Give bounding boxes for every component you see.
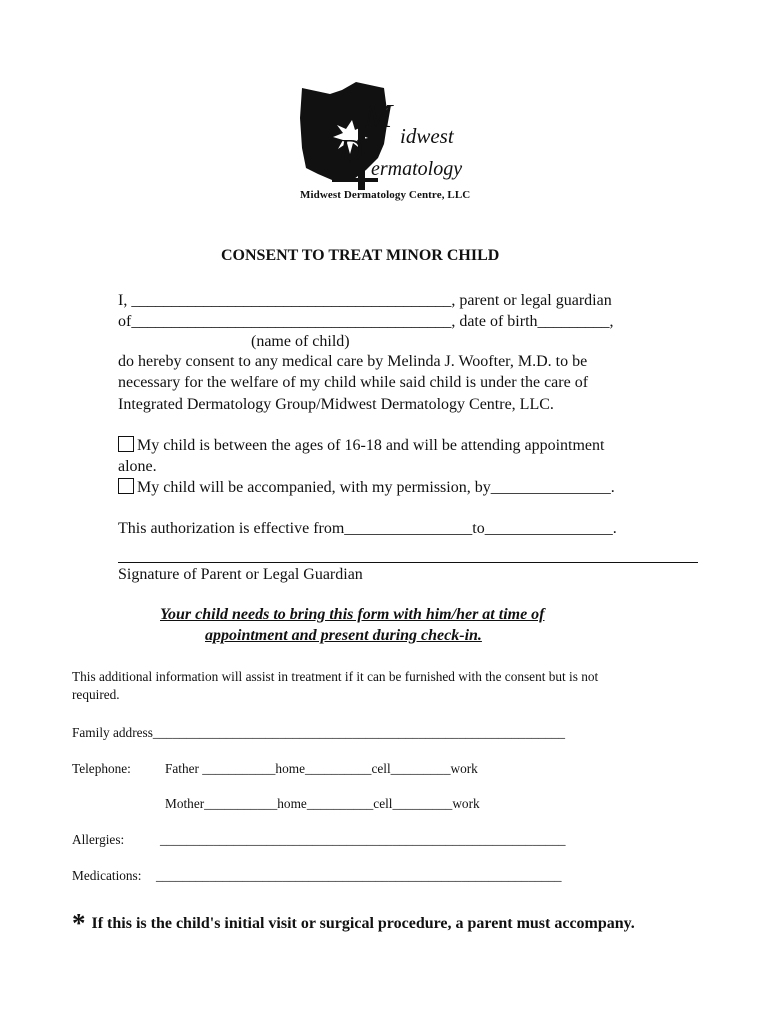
form-title: CONSENT TO TREAT MINOR CHILD (221, 247, 500, 264)
asterisk-icon: * (72, 908, 86, 938)
consent-line-child[interactable]: of________________________________________, date of birth_________, (118, 313, 614, 330)
parent-accompany-text: If this is the child's initial visit or surgical procedure, a parent must accompany. (91, 915, 635, 932)
signature-label: Signature of Parent or Legal Guardian (118, 566, 363, 583)
parent-accompany-notice (72, 908, 635, 939)
consent-text-line: necessary for the welfare of my child while said child is under the care of (118, 374, 589, 391)
father-phone-field[interactable]: Father ___________home__________cell_________work (165, 761, 478, 776)
option-attending-alone-label: My child is between the ages of 16-18 and will be attending appointment (137, 437, 605, 454)
allergies-field[interactable]: _____________________________________________________________ (160, 832, 566, 847)
logo-m-letter: M (364, 98, 393, 135)
signature-line[interactable] (118, 562, 698, 563)
additional-info-line-1: This additional information will assist in treatment if it can be furnished with the consent but is not (72, 669, 599, 684)
medications-field[interactable]: _____________________________________________________________ (156, 868, 562, 883)
checkbox-attending-alone[interactable] (118, 436, 134, 452)
logo-company-caption: Midwest Dermatology Centre, LLC (300, 189, 471, 201)
authorization-dates[interactable]: This authorization is effective from________________to________________. (118, 520, 617, 537)
notice-line-1: Your child needs to bring this form with him/her at time of (160, 606, 545, 623)
notice-line-2: appointment and present during check-in. (205, 627, 482, 644)
logo-d-letter: D (338, 133, 363, 170)
allergies-label: Allergies: (72, 832, 125, 847)
option-attending-alone (118, 435, 604, 456)
consent-line-guardian[interactable]: I, ________________________________________, parent or legal guardian (118, 292, 612, 309)
additional-info-line-2: required. (72, 687, 120, 702)
logo-midwest-text: idwest (400, 124, 454, 148)
consent-text-line: do hereby consent to any medical care by Melinda J. Woofter, M.D. to be (118, 353, 588, 370)
option-attending-alone-cont: alone. (118, 458, 157, 475)
medications-label: Medications: (72, 868, 142, 883)
midwest-dermatology-logo (292, 78, 482, 206)
option-accompanied-label[interactable]: My child will be accompanied, with my permission, by_______________. (137, 479, 615, 496)
telephone-label: Telephone: (72, 761, 131, 776)
family-address-field[interactable]: Family address______________________________________________________________ (72, 725, 566, 740)
logo-dermatology-text: ermatology (371, 158, 463, 180)
child-name-caption: (name of child) (251, 333, 350, 350)
checkbox-accompanied[interactable] (118, 478, 134, 494)
mother-phone-field[interactable]: Mother___________home__________cell_________work (165, 796, 480, 811)
option-accompanied (118, 477, 615, 498)
consent-text-line: Integrated Dermatology Group/Midwest Dermatology Centre, LLC. (118, 396, 554, 413)
